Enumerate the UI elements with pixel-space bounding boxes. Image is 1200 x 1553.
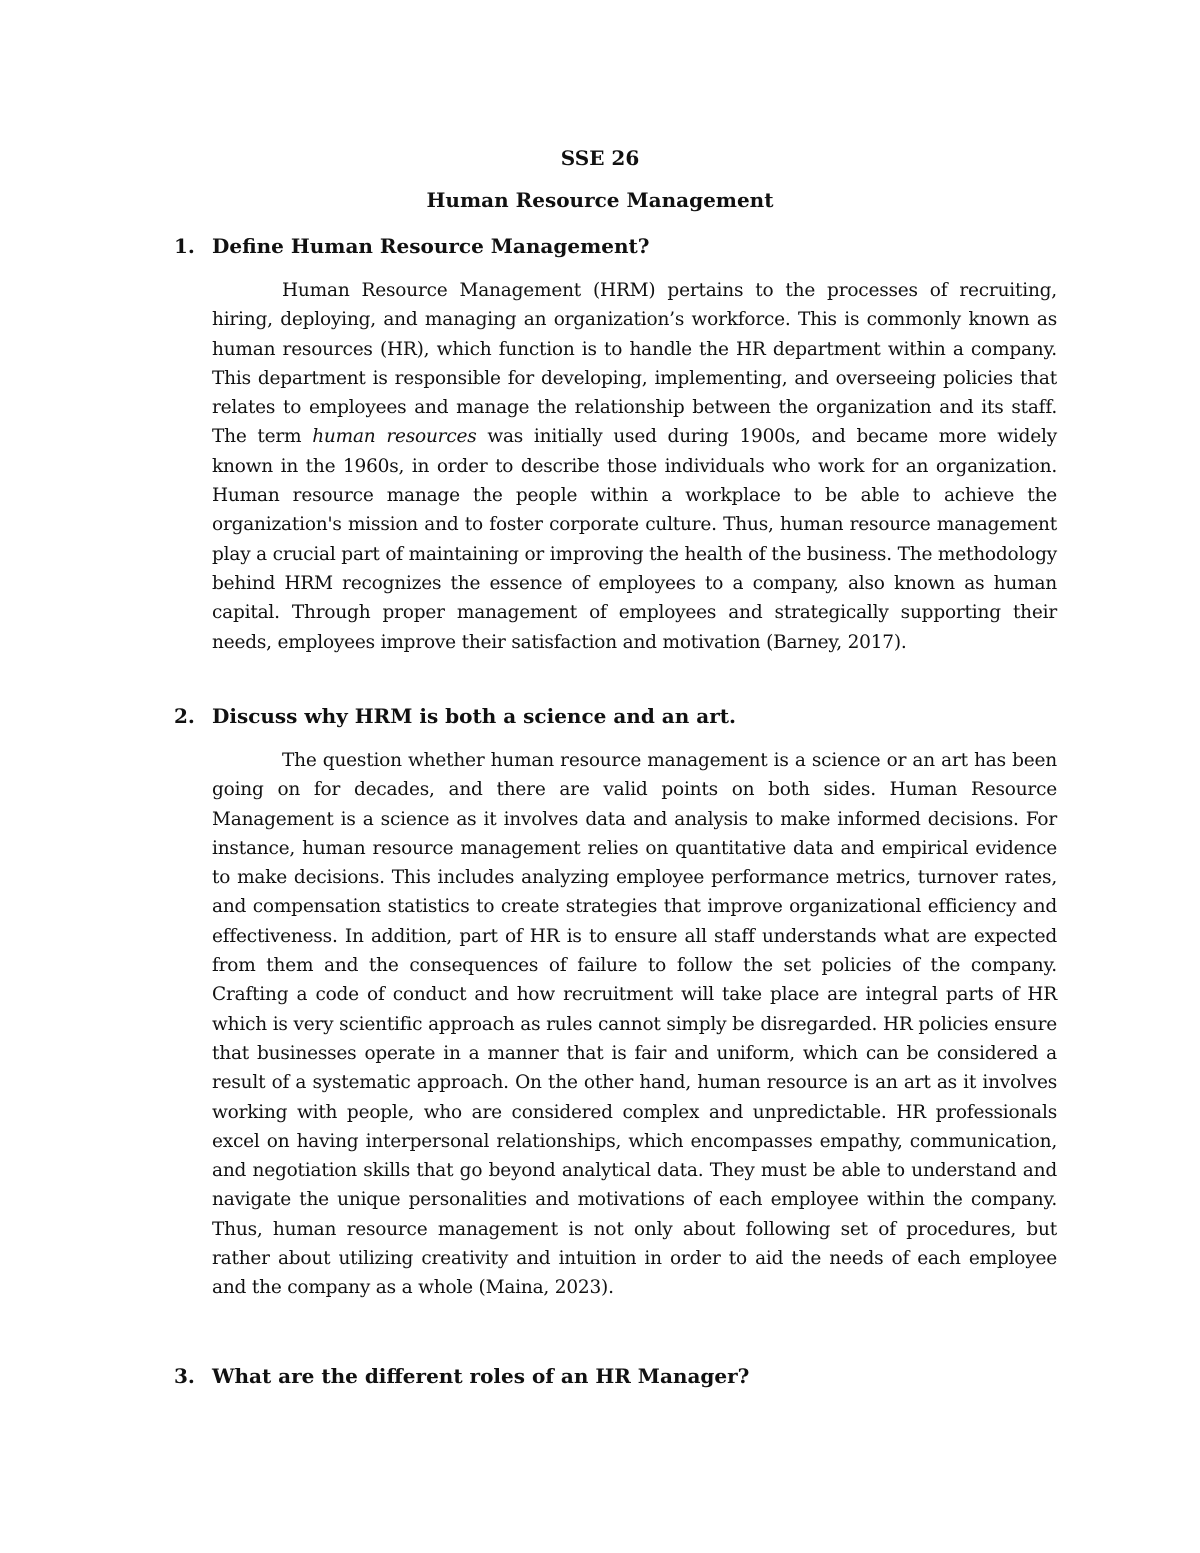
answer-1-paragraph — [212, 276, 1057, 657]
question-2-heading — [174, 702, 1074, 730]
answer-italic-term: human resources — [312, 426, 477, 448]
question-prompt: Define Human Resource Management? — [212, 234, 650, 258]
question-number: 1. — [174, 234, 195, 258]
question-3-heading — [174, 1362, 1074, 1390]
question-prompt: What are the different roles of an HR Manager? — [212, 1364, 750, 1388]
answer-text: Human Resource Management (HRM) pertains to the processes of recruiting, hiring, deploying, and managing an organization’s workforce. This is commonly known as human resources (HR), which function is to handle the HR department within a company. This department is responsible for developing, implementing, and overseeing policies that relates to employees and manage the relationship between the organization and its staff. The term — [212, 280, 1057, 448]
course-code: SSE 26 — [560, 146, 640, 170]
document-title: Human Resource Management — [426, 188, 774, 212]
question-number: 2. — [174, 704, 195, 728]
answer-text: was initially used during 1900s, and became more widely known in the 1960s, in order to describe those individuals who work for an organization. Human resource manage the people within a workplace to be able to achieve the organization's mission and to foster corporate culture. Thus, human resource management play a crucial part of maintaining or improving the health of the business. The methodology behind HRM recognizes the essence of employees to a company, also known as human capital. Through proper management of employees and strategically supporting their needs, employees improve their satisfaction and motivation (Barney, 2017). — [212, 426, 1057, 653]
question-1-heading — [174, 232, 1074, 260]
answer-2-paragraph: The question whether human resource management is a science or an art has been going on for decades, and there are valid points on both sides. Human Resource Management is a science as it involves data and analysis to make informed decisions. For instance, human resource management relies on quantitative data and empirical evidence to make decisions. This includes analyzing employee performance metrics, turnover rates, and compensation statistics to create strategies that improve organizational efficiency and effectiveness. In addition, part of HR is to ensure all staff understands what are expected from them and the consequences of failure to follow the set policies of the company. Crafting a code of conduct and how recruitment will take place are integral parts of HR which is very scientific approach as rules cannot simply be disregarded. HR policies ensure that businesses operate in a manner that is fair and uniform, which can be considered a result of a systematic approach. On the other hand, human resource is an art as it involves working with people, who are considered complex and unpredictable. HR professionals excel on having interpersonal relationships, which encompasses empathy, communication, and negotiation skills that go beyond analytical data. They must be able to understand and navigate the unique personalities and motivations of each employee within the company. Thus, human resource management is not only about following set of procedures, but rather about utilizing creativity and intuition in order to aid the needs of each employee and the company as a whole (Maina, 2023). — [212, 750, 1057, 1299]
question-prompt: Discuss why HRM is both a science and an art. — [212, 704, 736, 728]
question-number: 3. — [174, 1364, 195, 1388]
